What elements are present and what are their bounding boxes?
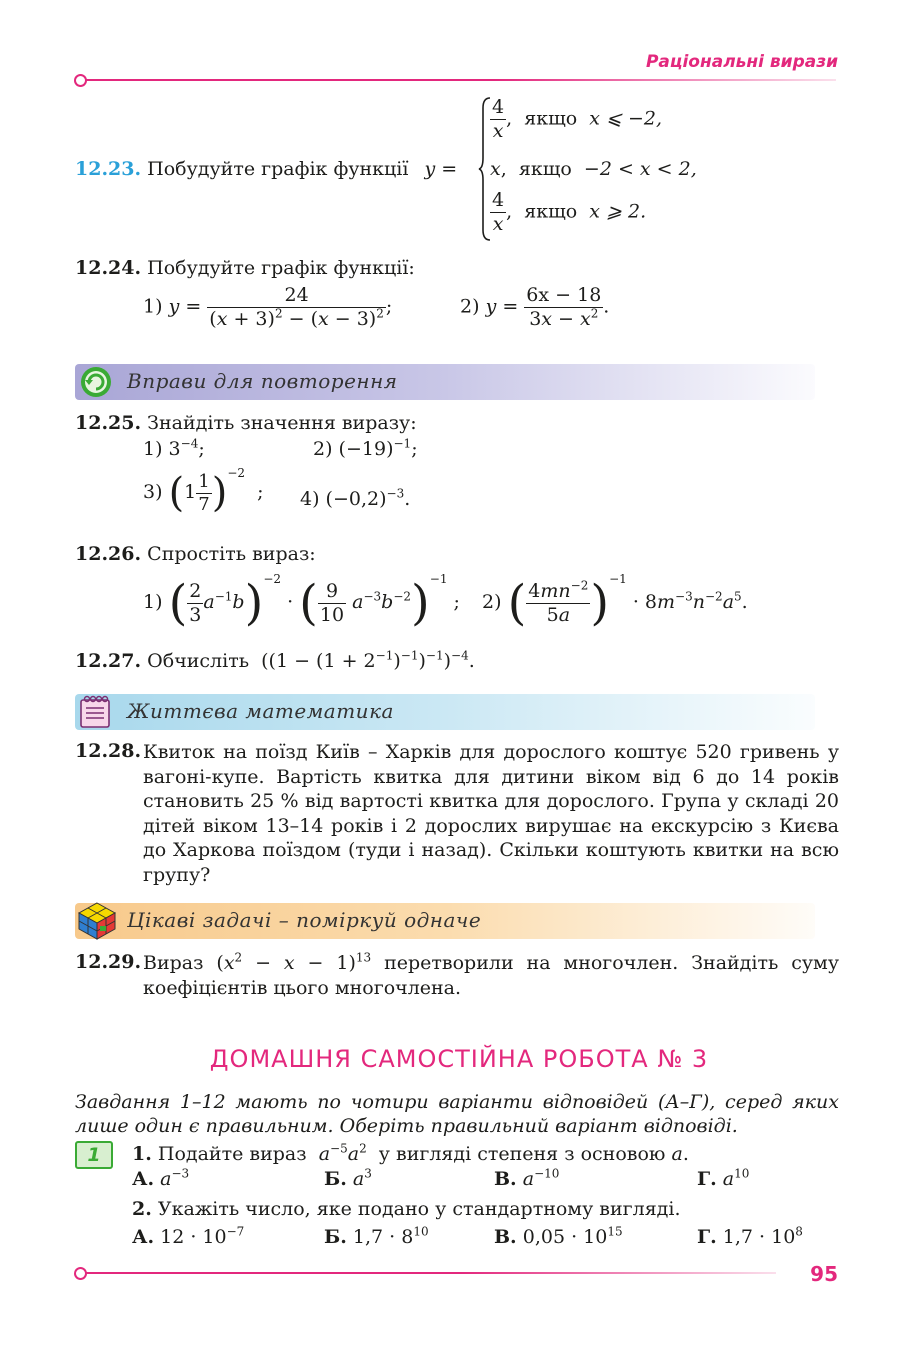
case-1: $\frac{4}{x}$ , якщо x ⩽ −2, <box>492 96 663 142</box>
problem-12-26-item-1: 1) ( $\frac{2}{3}$ $a^{-1}b)^{-2}$ · ( $\frac{9}{10}$ $a^{-3}b^{-2})^{-1}$ ; <box>143 571 460 631</box>
problem-12-26-item-2: 2) ( $\frac{4mn^{-2}}{5a}$ )$^{-1} \cdot 8m^{-3}n^{-2}a^5$. <box>482 571 748 631</box>
q1-option-d[interactable]: Г. $a^{10}$ <box>697 1166 750 1190</box>
problem-text: Побудуйте графік функції <box>147 158 409 180</box>
problem-12-24-item-1: 1) y = $\frac{24}{(x + 3)^2 - (x - 3)^2}$ ; <box>143 284 393 330</box>
problem-12-29-text: Вираз $(x^2 - x - 1)^{13}$ перетворили на многочлен. Знайдіть суму коефіцієнтів цього многочлена. <box>143 950 840 999</box>
case-2: x, якщо −2 < x < 2, <box>490 158 697 180</box>
q2-option-b[interactable]: Б. $1,7 \cdot 8^{10}$ <box>324 1224 429 1248</box>
banner-label: Вправи для повторення <box>127 369 398 393</box>
banner-label: Цікаві задачі – поміркуй одначе <box>127 908 482 932</box>
problem-12-24-item-2: 2) y = $\frac{6x - 18}{3x - x^2}$ . <box>460 284 610 330</box>
header-rule-dot <box>74 74 87 87</box>
homework-intro: Завдання 1–12 мають по чотири варіанти відповідей (А–Г), серед яких лише один є правильним. Оберіть правильний варіант відповіді. <box>75 1091 839 1137</box>
banner-life-math <box>75 694 815 730</box>
problem-12-26: 12.26. Спростіть вираз: <box>75 543 316 565</box>
q2-option-c[interactable]: В. $0,05 \cdot 10^{15}$ <box>494 1224 623 1248</box>
q1-option-c[interactable]: В. $a^{-10}$ <box>494 1166 560 1190</box>
rubik-cube-icon <box>77 901 117 941</box>
case-3: $\frac{4}{x}$ , якщо x ⩾ 2. <box>492 189 647 235</box>
problem-12-28-text: Квиток на поїзд Київ – Харків для дорослого коштує 520 гривень у вагоні-купе. Вартість квитка для дитини віком від 6 до 14 років становить 25 % від вартості квитка для дорослого. Група у складі 20 дітей віком 13–14 років і 2 дорослих вирушає на екскурсію з Києва до Харкова поїздом (туди і назад). Скільки коштують квитки на всю групу? <box>143 741 839 886</box>
refresh-icon <box>79 365 113 399</box>
footer-rule <box>76 1272 776 1274</box>
problem-12-25-item-3: 3) (1 $\frac{1}{7}$ )$^{-2}$ ; <box>143 465 264 516</box>
problem-12-23: 12.23. Побудуйте графік функції y = <box>75 158 458 180</box>
problem-12-28-number: 12.28. <box>75 740 142 762</box>
q2-option-d[interactable]: Г. $1,7 \cdot 10^8$ <box>697 1224 803 1248</box>
problem-12-29-number: 12.29. <box>75 951 142 973</box>
homework-q1: 1. Подайте вираз $a^{-5}a^2$ у вигляді степеня з основою a. <box>132 1141 689 1165</box>
problem-text: Побудуйте графік функції: <box>147 257 415 279</box>
problem-12-25: 12.25. Знайдіть значення виразу: <box>75 412 417 434</box>
homework-q2: 2. Укажіть число, яке подано у стандартному вигляді. <box>132 1198 681 1220</box>
problem-12-25-item-4: 4) $(-0,2)^{-3}$. <box>300 486 411 510</box>
header-rule <box>76 79 836 81</box>
banner-puzzles <box>75 903 815 939</box>
problem-12-24 <box>75 257 415 279</box>
running-header: Раціональні вирази <box>645 52 838 72</box>
page-number: 95 <box>810 1262 838 1286</box>
problem-number: 12.23. <box>75 158 142 180</box>
q1-option-a[interactable]: А. $a^{-3}$ <box>132 1166 190 1190</box>
banner-label: Життєва математика <box>127 699 394 723</box>
q2-option-a[interactable]: А. $12 \cdot 10^{-7}$ <box>132 1224 245 1248</box>
problem-12-25-item-1: 1) $3^{-4}$; <box>143 436 205 460</box>
footer-rule-dot <box>74 1267 87 1280</box>
problem-12-27: 12.27. Обчисліть $((1 - (1 + 2^{-1})^{-1})^{-1})^{-4}$. <box>75 648 475 672</box>
homework-title: ДОМАШНЯ САМОСТІЙНА РОБОТА № 3 <box>209 1045 709 1073</box>
notepad-icon <box>78 694 112 730</box>
q1-option-b[interactable]: Б. $a^3$ <box>324 1166 372 1190</box>
task-badge: 1 <box>75 1141 113 1169</box>
problem-12-25-item-2: 2) $(-19)^{-1}$; <box>313 436 418 460</box>
banner-review <box>75 364 815 400</box>
problem-number: 12.24. <box>75 257 142 279</box>
